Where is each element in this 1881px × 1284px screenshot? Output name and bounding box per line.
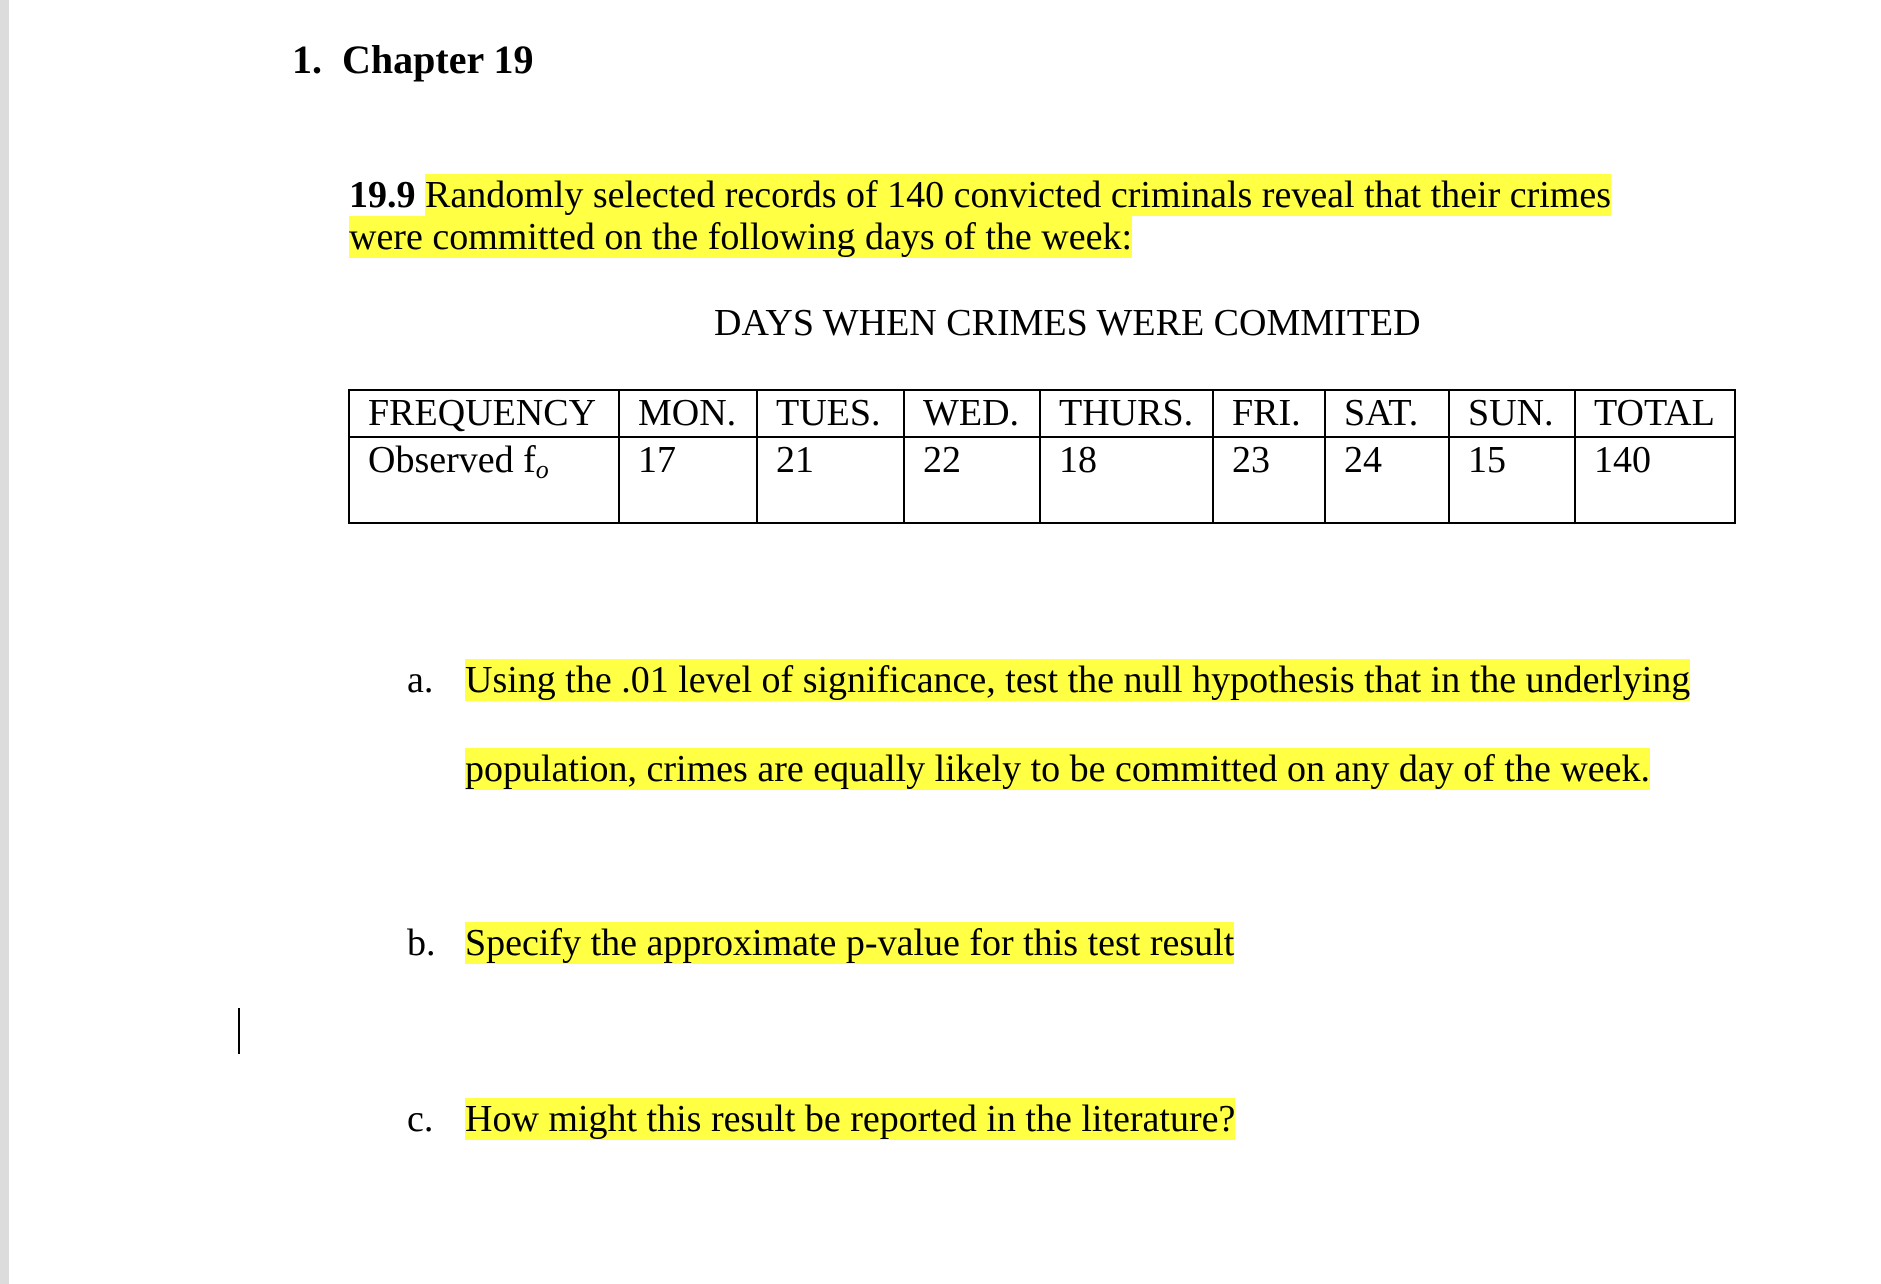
chapter-title: Chapter 19: [342, 37, 534, 82]
question-a-label: a.: [407, 659, 434, 701]
header-cell-mon: MON.: [619, 390, 757, 437]
frequency-table: [348, 389, 1736, 524]
cell-mon: 17: [619, 437, 757, 523]
problem-number: 19.9: [349, 174, 416, 216]
question-a-line2: population, crimes are equally likely to be committed on any day of the week.: [465, 748, 1651, 790]
text-cursor: [238, 1008, 240, 1054]
question-c-text: How might this result be reported in the literature?: [465, 1098, 1236, 1140]
header-cell-fri: FRI.: [1213, 390, 1325, 437]
row-label-subscript: o: [535, 455, 549, 484]
header-cell-sun: SUN.: [1449, 390, 1575, 437]
cell-sat: 24: [1325, 437, 1449, 523]
table-row-observed: [349, 437, 1735, 523]
header-cell-wed: WED.: [904, 390, 1040, 437]
cell-wed: 22: [904, 437, 1040, 523]
row-label-text: Observed f: [368, 439, 536, 481]
question-a-continuation: [465, 747, 1650, 791]
problem-text: Randomly selected records of 140 convicted criminals reveal that their crimes were committed on the following days of the week:: [349, 174, 1612, 258]
question-a: [407, 658, 1690, 702]
header-cell-sat: SAT.: [1325, 390, 1449, 437]
cell-thurs: 18: [1040, 437, 1213, 523]
header-cell-total: TOTAL: [1575, 390, 1735, 437]
table-header-row: [349, 390, 1735, 437]
chapter-number: 1.: [292, 37, 322, 82]
cell-sun: 15: [1449, 437, 1575, 523]
question-c: [407, 1097, 1235, 1141]
cell-total: 140: [1575, 437, 1735, 523]
chapter-heading: [292, 36, 533, 84]
table-title: DAYS WHEN CRIMES WERE COMMITED: [714, 302, 1421, 344]
question-b-label: b.: [407, 922, 436, 964]
question-a-line1: Using the .01 level of significance, test the null hypothesis that in the underlying: [465, 659, 1691, 701]
problem-statement: [349, 174, 1669, 258]
cell-fri: 23: [1213, 437, 1325, 523]
question-c-label: c.: [407, 1098, 434, 1140]
question-b-text: Specify the approximate p-value for this test result: [465, 922, 1235, 964]
header-cell-tues: TUES.: [757, 390, 904, 437]
header-cell-frequency: FREQUENCY: [349, 390, 619, 437]
row-label-observed: [349, 437, 619, 523]
header-cell-thurs: THURS.: [1040, 390, 1213, 437]
left-margin-rule: [0, 0, 9, 1284]
question-b: [407, 921, 1234, 965]
cell-tues: 21: [757, 437, 904, 523]
